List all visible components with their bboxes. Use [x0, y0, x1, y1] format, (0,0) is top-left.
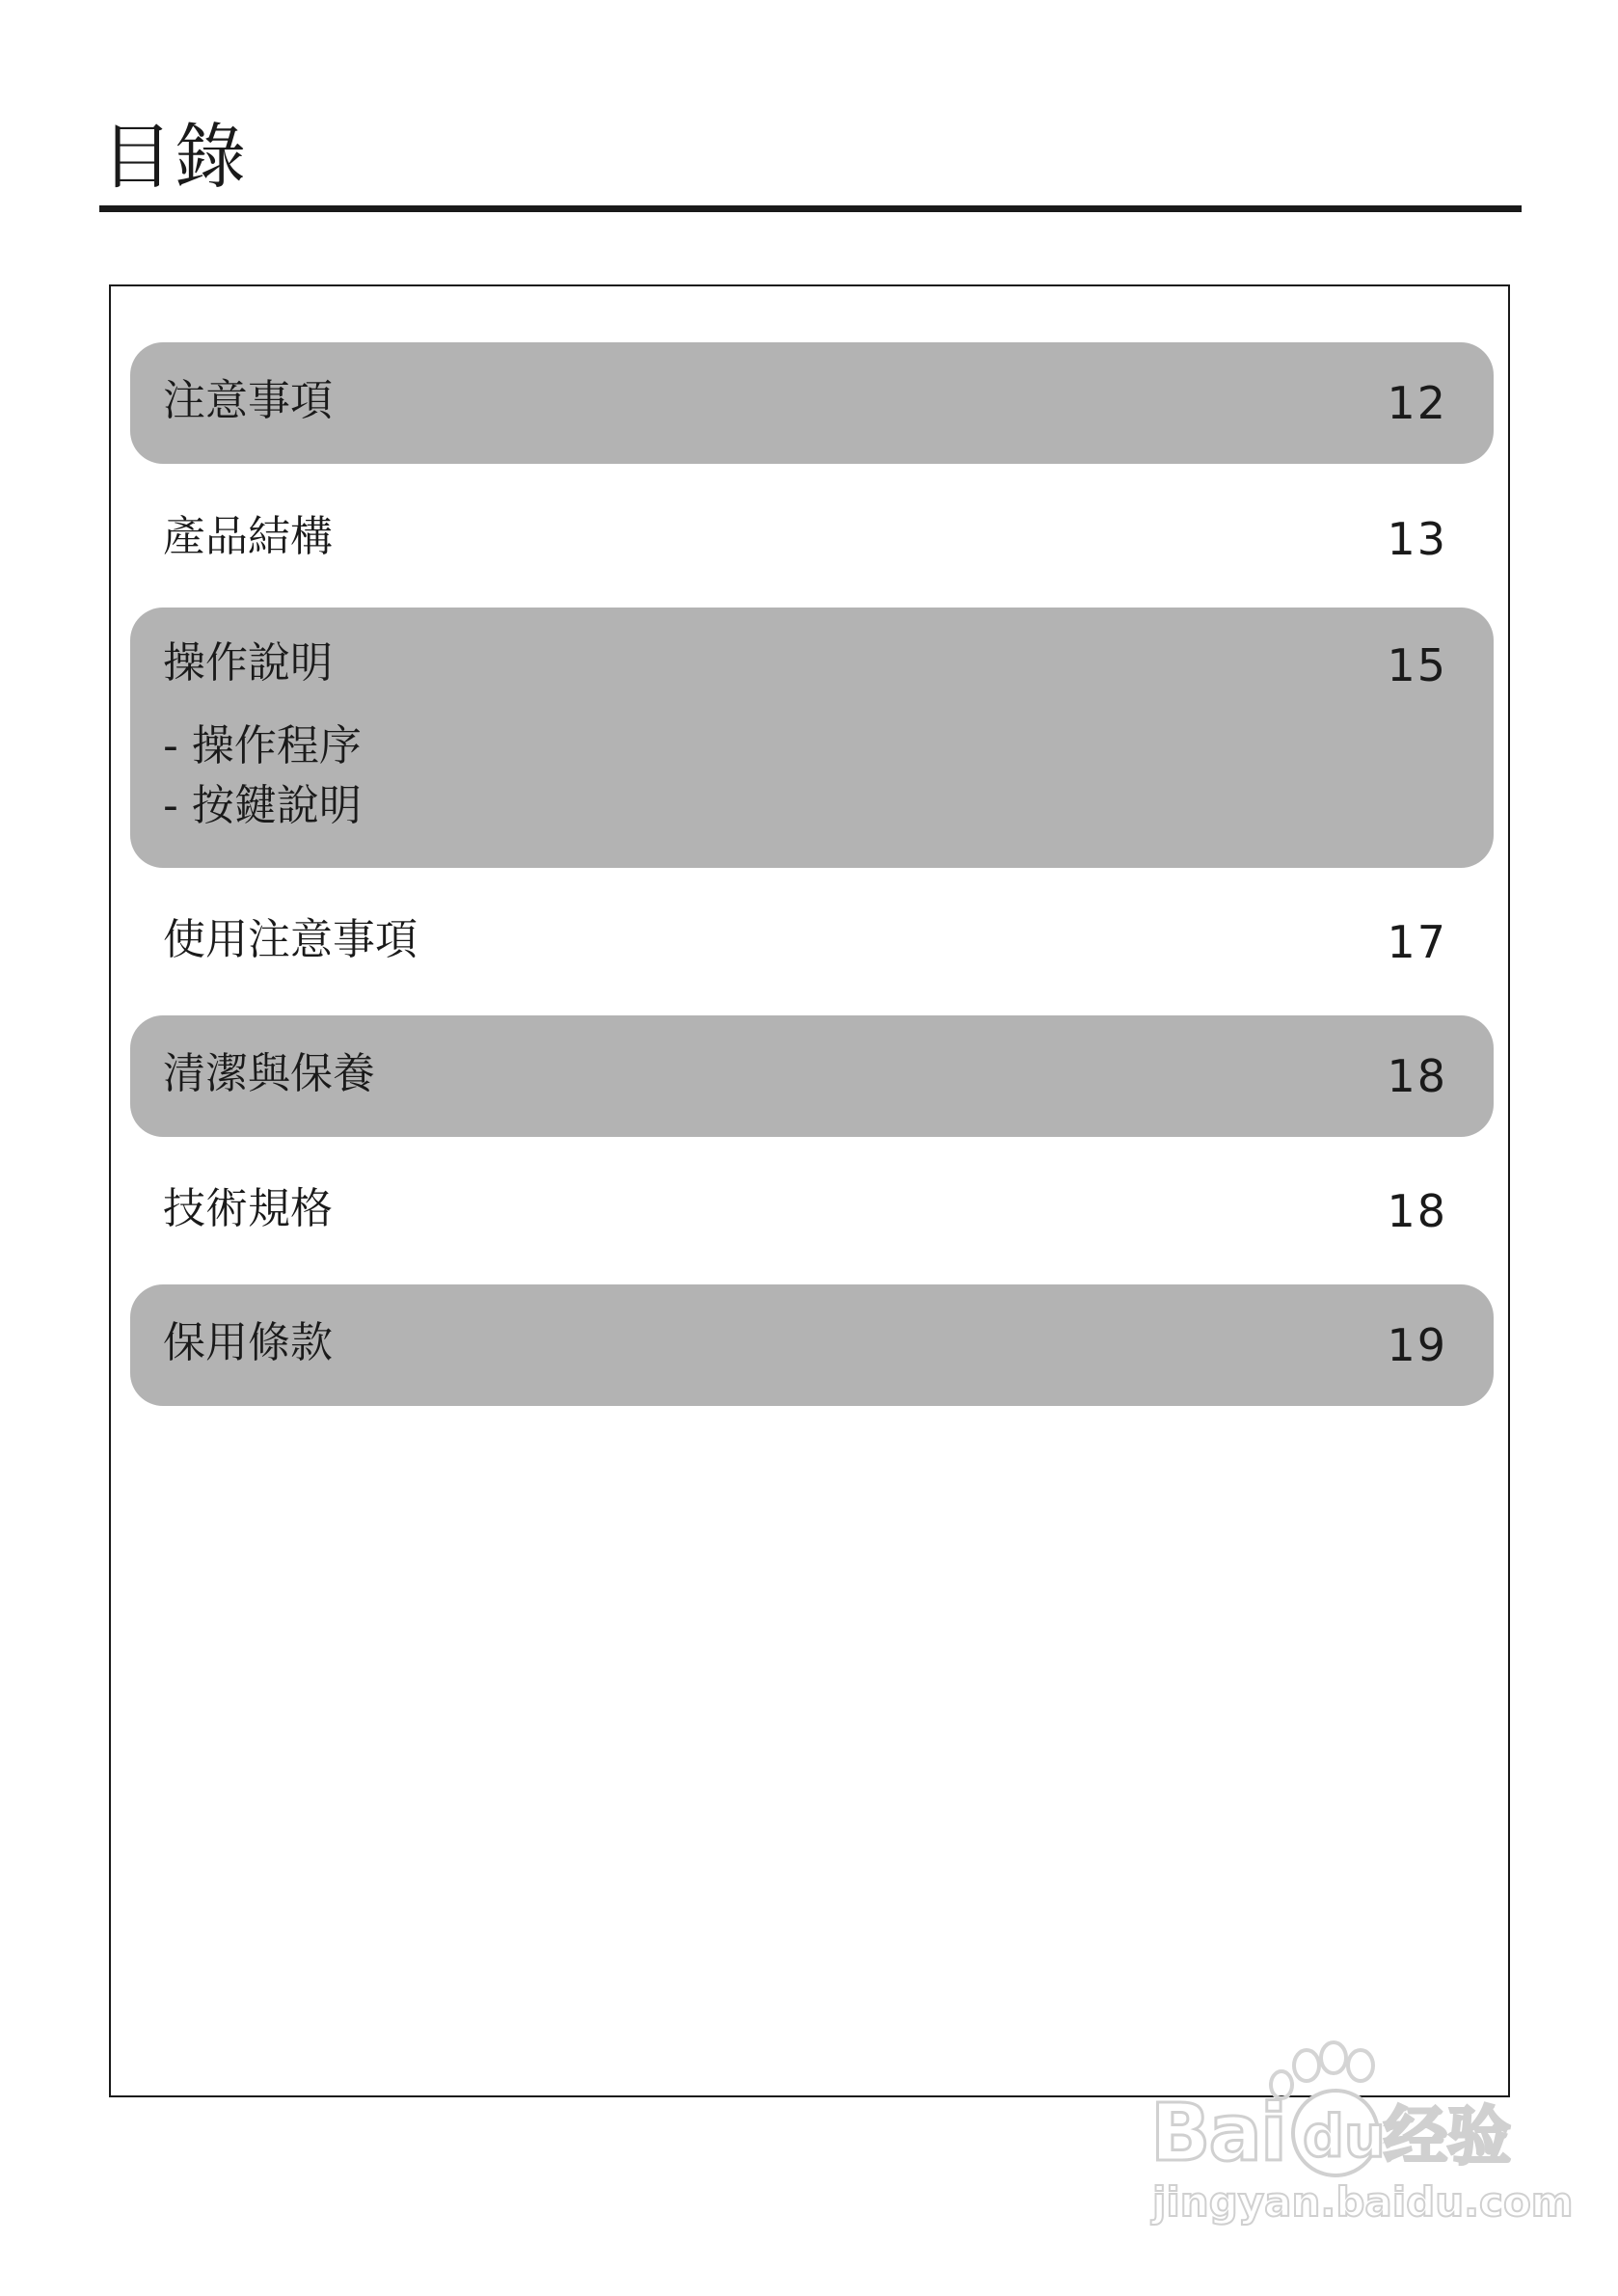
toc-entry-4[interactable] [130, 885, 1494, 999]
title-rule [99, 205, 1522, 212]
toc-entry-6[interactable] [130, 1154, 1494, 1268]
toc-entry-page: 19 [1387, 1319, 1447, 1371]
toc-entry-page: 12 [1387, 377, 1447, 429]
toc-subitem: - 按鍵說明 [163, 781, 362, 830]
toc-entry-label: 保用條款 [163, 1318, 333, 1367]
toc-entry-label: 清潔與保養 [163, 1049, 375, 1098]
toc-entry-page: 17 [1387, 916, 1447, 968]
watermark-jingyan-text: 经验 [1384, 2099, 1511, 2174]
watermark-brand-text: Bai [1150, 2088, 1285, 2179]
toc-entry-5[interactable] [130, 1015, 1494, 1137]
toc-entry-7[interactable] [130, 1284, 1494, 1406]
page-title: 目錄 [101, 116, 248, 199]
toc-entry-2[interactable] [130, 482, 1494, 596]
toc-entry-page: 18 [1387, 1050, 1447, 1102]
toc-entry-3[interactable] [130, 608, 1494, 868]
watermark-url-text: jingyan.baidu.com [1152, 2178, 1574, 2226]
baidu-jingyan-watermark [1143, 2044, 1574, 2237]
toc-entry-label: 使用注意事項 [163, 915, 418, 964]
toc-subitem: - 操作程序 [163, 721, 362, 770]
watermark-du-text: du [1303, 2103, 1386, 2171]
toc-entry-label: 產品結構 [163, 512, 333, 561]
toc-entry-1[interactable] [130, 342, 1494, 464]
toc-entry-label: 操作說明 [163, 638, 333, 688]
toc-entry-label: 注意事項 [163, 376, 333, 425]
paw-icon [1271, 2042, 1373, 2098]
toc-entry-page: 18 [1387, 1185, 1447, 1237]
toc-entry-page: 15 [1387, 639, 1447, 691]
toc-entry-page: 13 [1387, 513, 1447, 565]
toc-entry-label: 技術規格 [163, 1184, 333, 1233]
